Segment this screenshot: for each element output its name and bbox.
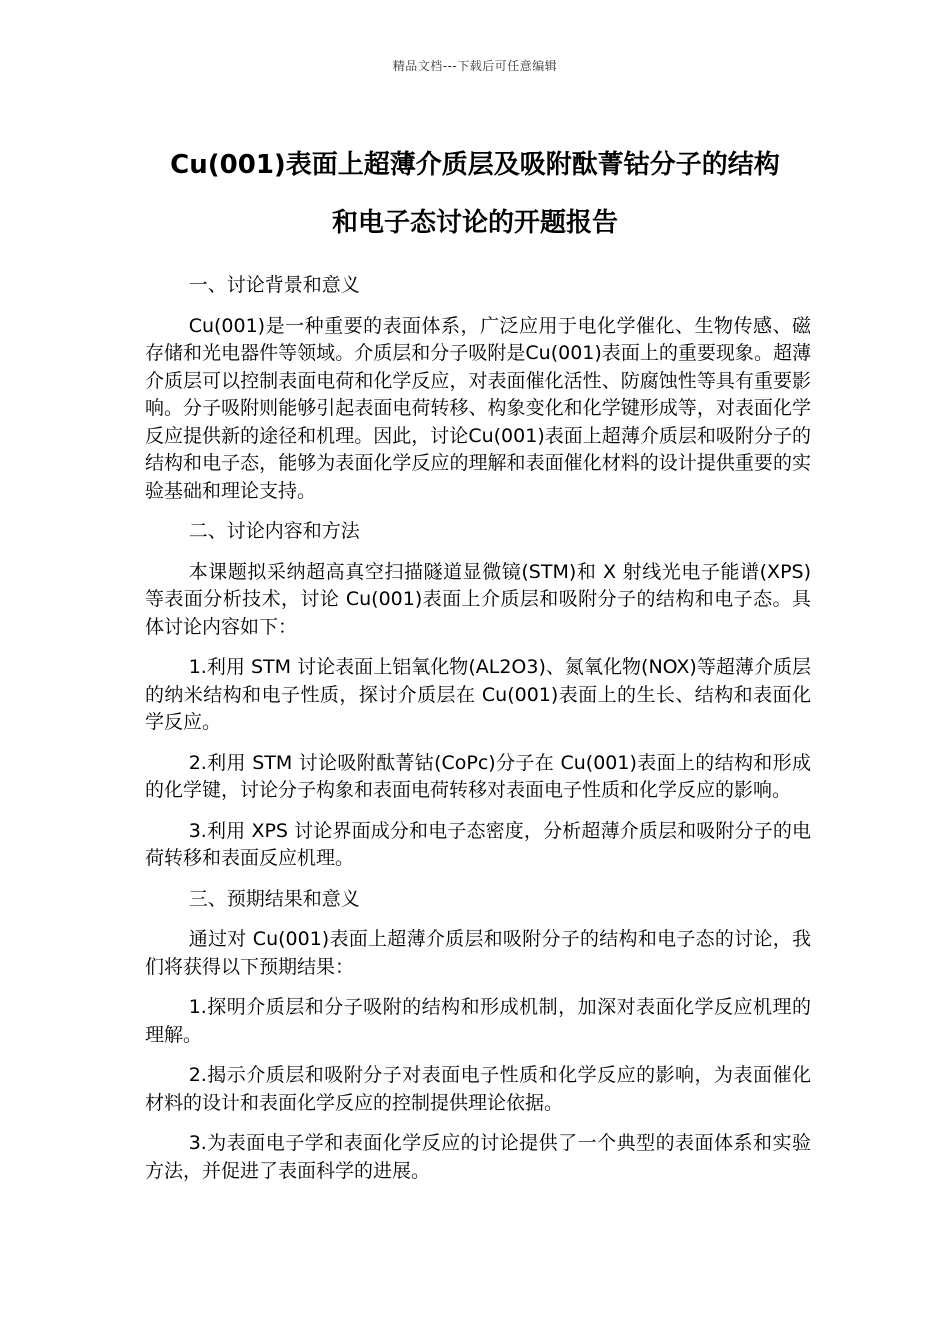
- section-heading-content-methods: 二、讨论内容和方法: [188, 520, 360, 542]
- list-item-methods-2: 2.利用 STM 讨论吸附酞菁钴(CoPc)分子在 Cu(001)表面上的结构和形成的化学键，讨论分子构象和表面电荷转移对表面电子性质和化学反应的影响。: [145, 751, 811, 801]
- list-item-results-3: 3.为表面电子学和表面化学反应的讨论提供了一个典型的表面体系和实验方法，并促进了表面科学的进展。: [145, 1132, 811, 1182]
- document-title: [130, 136, 820, 252]
- section-heading-expected-results: 三、预期结果和意义: [188, 887, 360, 910]
- header-note: 精品文档---下载后可任意编辑: [392, 59, 558, 73]
- list-item-methods-1: 1.利用 STM 讨论表面上铝氧化物(AL2O3)、氮氧化物(NOX)等超薄介质层的纳米结构和电子性质，探讨介质层在 Cu(001)表面上的生长、结构和表面化学反应。: [145, 656, 811, 733]
- section-heading-background: 一、讨论背景和意义: [188, 274, 360, 296]
- paragraph-results-intro: 通过对 Cu(001)表面上超薄介质层和吸附分子的结构和电子态的讨论，我们将获得以下预期结果：: [145, 928, 811, 978]
- paragraph-background: Cu(001)是一种重要的表面体系，广泛应用于电化学催化、生物传感、磁存储和光电器件等领域。介质层和分子吸附是Cu(001)表面上的重要现象。超薄介质层可以控制表面电荷和化学反应，对表面催化活性、防腐蚀性等具有重要影响。分子吸附则能够引起表面电荷转移、构象变化和化学键形成等，对表面化学反应提供新的途径和机理。因此，讨论Cu(001)表面上超薄介质层和吸附分子的结构和电子态，能够为表面化学反应的理解和表面催化材料的设计提供重要的实验基础和理论支持。: [145, 314, 811, 502]
- paragraph-methods-intro: 本课题拟采纳超高真空扫描隧道显微镜(STM)和 X 射线光电子能谱(XPS)等表面分析技术，讨论 Cu(001)表面上介质层和吸附分子的结构和电子态。具体讨论内容如下：: [145, 560, 811, 638]
- list-item-results-1: 1.探明介质层和分子吸附的结构和形成机制，加深对表面化学反应机理的理解。: [145, 996, 811, 1046]
- title-line-1: Cu(001)表面上超薄介质层及吸附酞菁钴分子的结构: [170, 150, 780, 180]
- list-item-methods-3: 3.利用 XPS 讨论界面成分和电子态密度，分析超薄介质层和吸附分子的电荷转移和表面反应机理。: [145, 819, 811, 869]
- document-body: [145, 272, 811, 1198]
- list-item-results-2: 2.揭示介质层和吸附分子对表面电子性质和化学反应的影响，为表面催化材料的设计和表面化学反应的控制提供理论依据。: [145, 1064, 811, 1114]
- title-line-2: 和电子态讨论的开题报告: [331, 208, 618, 238]
